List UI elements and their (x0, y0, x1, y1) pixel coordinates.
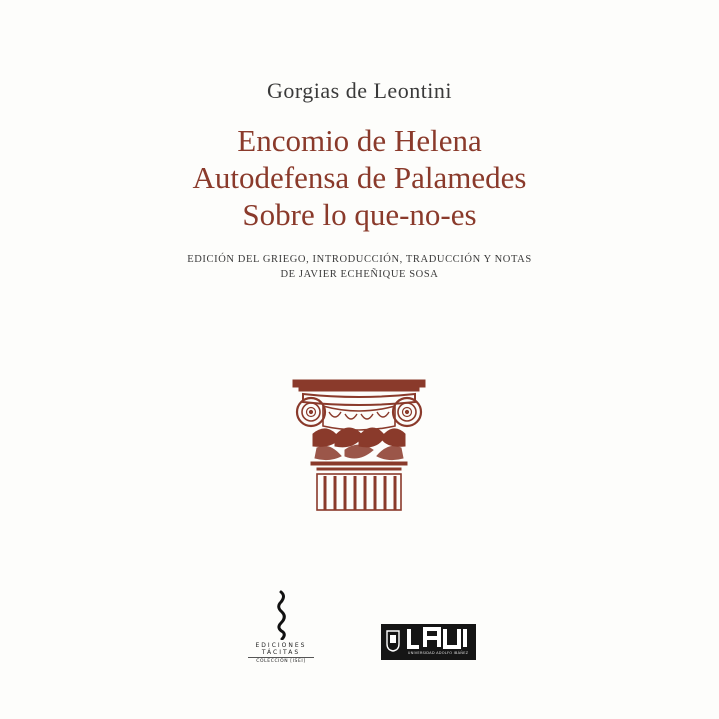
edition-credits (0, 252, 719, 282)
publisher-tacitas (236, 590, 326, 670)
uai-shield-icon (386, 630, 400, 652)
author-name: Gorgias de Leontini (266, 78, 453, 103)
publisher-divider (248, 657, 314, 658)
edition-line-1: EDICIÓN DEL GRIEGO, INTRODUCCIÓN, TRADUCCIÓN Y NOTAS (187, 254, 532, 265)
tacitas-mark-icon (272, 590, 292, 640)
title-block (0, 122, 719, 233)
uai-logo-text (405, 626, 471, 650)
ionic-capital-illustration (289, 376, 429, 516)
uai-subtitle: UNIVERSIDAD ADOLFO IBÁÑEZ (407, 651, 469, 655)
publisher-name-line-2: TÁCITAS (261, 649, 301, 656)
publisher-collection: COLECCIÓN [ISEI] (256, 659, 306, 664)
publisher-uai-logo (381, 624, 476, 660)
title-line-2: Autodefensa de Palamedes (192, 160, 527, 195)
publisher-name-line-1: EDICIONES (255, 642, 307, 649)
title-line-1: Encomio de Helena (237, 123, 482, 158)
edition-line-2: DE JAVIER ECHEÑIQUE SOSA (280, 269, 439, 280)
title-line-3: Sobre lo que-no-es (242, 197, 477, 232)
